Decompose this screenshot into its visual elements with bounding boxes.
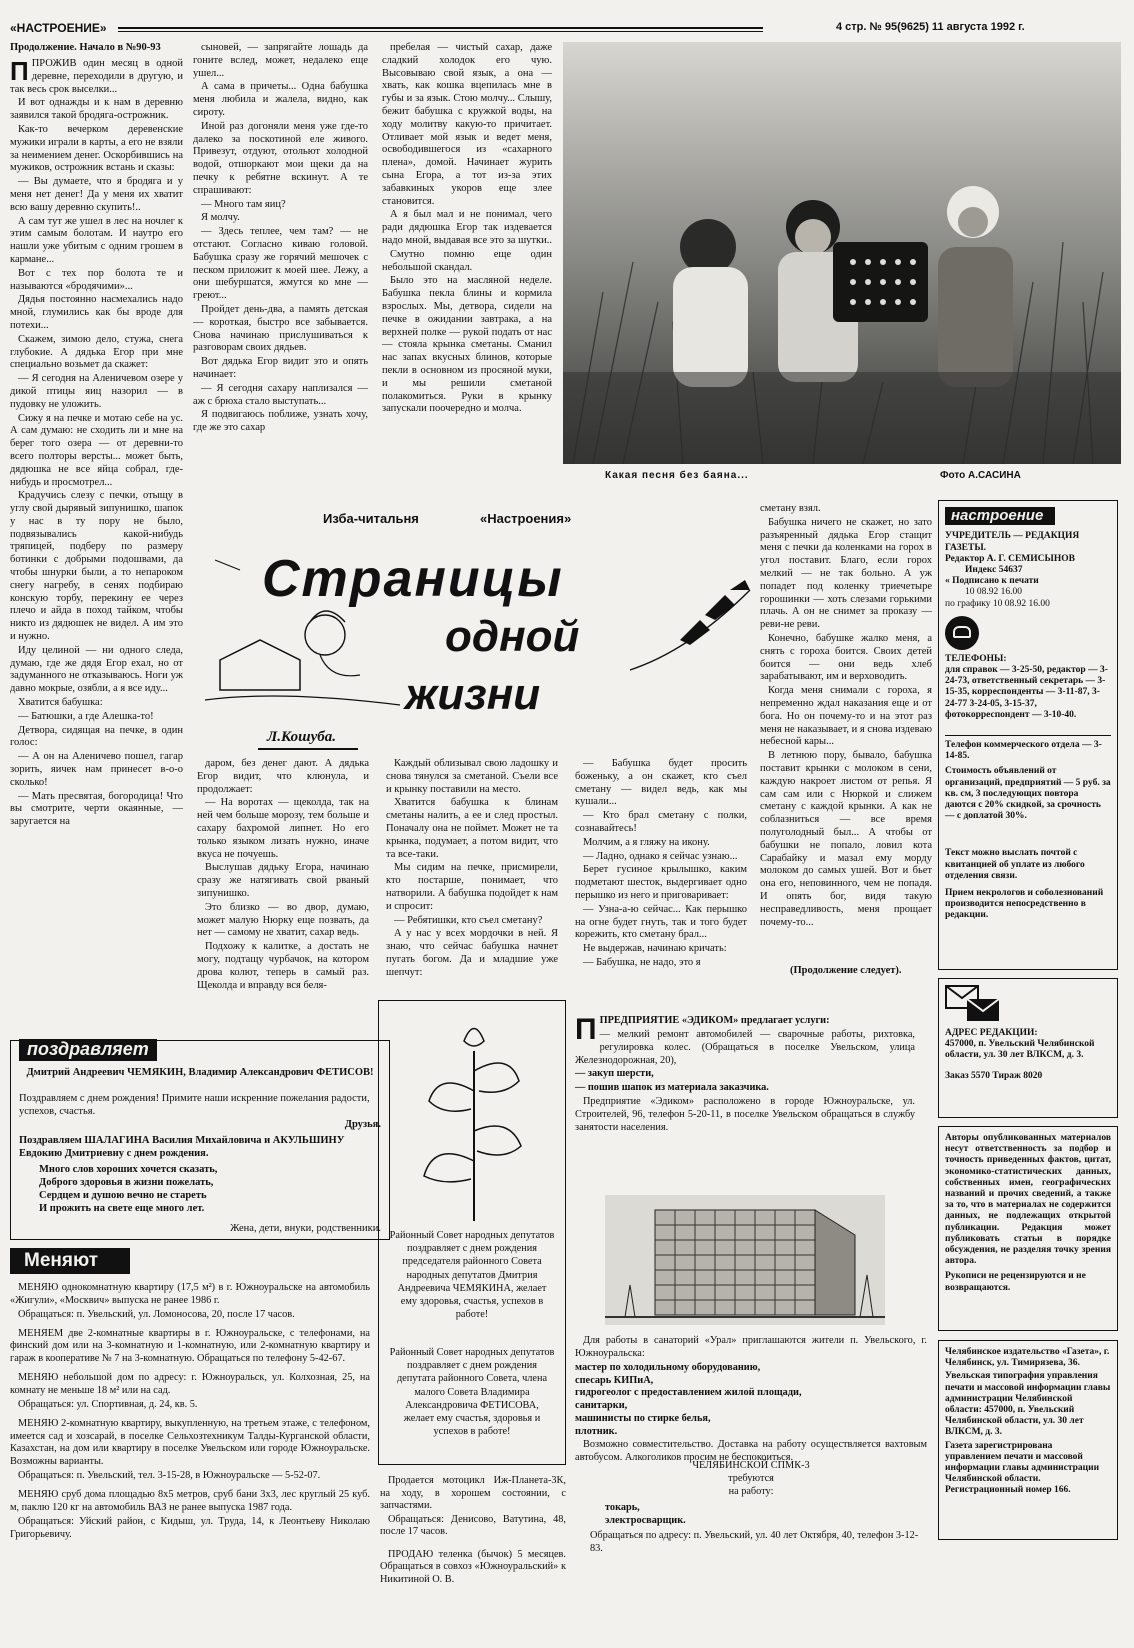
masthead: «НАСТРОЕНИЕ» [10, 21, 107, 35]
header-rule [118, 27, 763, 29]
rubric-right: «Настроения» [480, 511, 572, 526]
story-title-line-1: Страницы [262, 550, 564, 608]
council-greeting-1: Районный Совет народных депутатов поздравляет с днем рождения председателя районного Совета народных депутатов Дмитрия Андреевича ЧЕМЯКИНА, желает ему здоровья, счастья, успехов в работе! [389, 1230, 555, 1321]
story-lower-column-2: Каждый облизывал свою ладошку и снова тянулся за сметаной. Съели все и крынку поставили на место. Хватится бабушка к блинам сметаны налить, а ее и след простыл. Поначалу она не поймет. Может не та крынка, подумает, а потом видит, что та все-таки. Мы сидим на печке, присмирели, кто постарше, понимает, что натворили. А бабушка подойдет к нам и спросит: — Ребятишки, кто съел сметану? А у нас у всех мордочки в ней. Я знаю, что сейчас бабушка начнет пугать богом. Да и младшие уже шепчут: [386, 758, 558, 978]
title-wheat-illustration [620, 570, 760, 680]
story-column-2: сыновей, — запрягайте лошадь да гоните вслед, может, недалеко еще ушел... А сама в причеты... Одна бабушка меня любила и жалела, видно, как сироту. Иной раз догоняли меня уже где-то далеко за поскотиной еле живого. Привезут, отдуют, отольют холодной водой, отшоркают мои щеки да на печку к ребятне вскинут. А те спрашивают: — Много там яиц? Я молчу. — Здесь теплее, чем там? — не отстают. Согласно киваю головой. Бабушка сразу же горячий мешочек с песком приложит к моей шее. Лежу, а они шебуршатся, жмутся ко мне — греют... Пройдет день-два, а память детская — короткая, быстро все забывается. Снова начинаю прислушиваться к разговорам своих дядьев. Вот дядька Егор видит это и опять начинает: — Я сегодня сахару наплизался — аж с брюха стало выступать... Я подвигаюсь поближе, узнать хочу, где же это сахар [193, 42, 368, 434]
exchange-heading: Меняют [10, 1248, 130, 1274]
drop-cap: П [10, 56, 29, 86]
sale-ads: Продается мотоцикл Иж-Планета-3К, на ходу, в хорошем состоянии, с запчастями. Обращаться: Денисово, Ватутина, 48, после 17 часов. ПРОДАЮ теленка (бычок) 5 месяцев. Обращаться в совхоз «Южноуральский» к Никитиной О. В. [380, 1475, 566, 1585]
greeting-poem: Много слов хороших хочется сказать, Доброго здоровья в жизни пожелать, Сердцем и душою вечно не стареть И прожить на свете еще много лет. [39, 1164, 218, 1215]
rubric-left: Изба-читальня [323, 511, 419, 526]
authors-disclaimer-box [938, 1126, 1118, 1331]
photo-caption: Какая песня без баяна... [605, 470, 749, 481]
obituary-note: Прием некрологов и соболезнований производится непосредственно в редакции. [945, 887, 1104, 921]
header-rule-thin [118, 31, 763, 32]
story-right-column: сметану взял. Бабушка ничего не скажет, но зато разъяренный дядька Егор стащит меня с печки да коленками на горох в угол поставит. Благо, если горох мелкий — не так больно. А уж попадет под коленку триечетыре горошинки — хоть слезами горькими плачь. А он не снимет за проказу — реви-не реви. Конечно, бабушке жалко меня, а снять с гороха боится. Своих детей боится — они ведь хлеб зарабатывают, им и верховодить. Когда меня снимали с гороха, я непременно ждал наказания еще и от бога. Но он почему-то и на этот раз меня не наказывает, и я снова издеваю небесной кары... В летнюю пору, бывало, бабушка поставит крынки с молоком в сени, каждую накроет листом от репья. Я сам сам или с Нюркой и слижем сметану с каждой крынки. А как не соблазниться — все время полуголодный был... А чтобы от бабушки не попало, ловил кота Сарабайку и мазал ему морду молоком до самых ушей. Вот и бьет она его, неповинного, чем не попадя. И опять бог, видя такую несправедливость, меня прощает почему-то... [760, 503, 932, 928]
author-underline [258, 748, 358, 750]
continuation-note: Продолжение. Начало в №90-93 [10, 42, 161, 53]
building-image [605, 1195, 885, 1325]
commerce-phone: Телефон коммерческого отдела — 3-14-85. [945, 735, 1111, 762]
edikom-ad: ППРЕДПРИЯТИЕ «ЭДИКОМ» предлагает услуги: — мелкий ремонт автомобилей — сварочные работы, рихтовка, регулировка колес. (Обращаться в поселке Увельском, улица Железнодорожная, 20), — закуп шерсти, — пошив шапок из материала заказчика. Предприятие «Эдиком» расположено в городе Южноуральске, ул. Строителей, 96, телефон 5-20-11, в поселке Увельском обращаться в службу занятости населения. [575, 1013, 915, 1133]
to-be-continued: (Продолжение следует). [790, 965, 902, 976]
spmk-jobs: токарь, электросварщик. [605, 1502, 686, 1526]
phones-title: ТЕЛЕФОНЫ: [945, 653, 1007, 664]
story-lower-column-3: — Бабушка будет просить боженьку, а он скажет, кто съел сметану — видел ведь, как мы кушали... — Кто брал сметану с полки, сознавайтесь! Молчим, а я гляжу на икону. — Ладно, однако я сейчас узнаю... Берет гусиное крылышко, каким подметают шесток, выдергивает одно перышко из него и приговаривает: — Узна-а-ю сейчас... Как перышко на огне будет гнуть, так и того будет корежить, кто сметану брал... Не выдержав, начинаю кричать: — Бабушка, не надо, это я [575, 758, 747, 968]
greeting-2-names: Поздравляем ШАЛАГИНА Василия Михайловича и АКУЛЬШИНУ Евдокию Дмитриевну с днем рождения. [19, 1135, 345, 1159]
publisher-info-box [938, 1340, 1118, 1540]
envelope-icon [945, 985, 1001, 1023]
spmk-address: Обращаться по адресу: п. Увельский, ул. 40 лет Октября, 40, телефон 3-12-83. [590, 1530, 919, 1554]
editorial-info-box [938, 500, 1118, 970]
editorial-address-box [938, 978, 1118, 1118]
greeting-1-signature: Друзья. [344, 1119, 381, 1130]
greeting-1-text: Поздравляем с днем рождения! Примите наши искренние пожелания радости, успехов, счастья. [19, 1093, 370, 1117]
authors-disclaimer: Авторы опубликованных материалов несут ответственность за подбор и точность приведенных фактов, цитат, экономико-статистических данных, собственных имен, географических названий и прочих сведений, а также за то, что в материалах не содержится данных, не подлежащих открытой публикации. Редакция может публиковать статьи в порядке обсуждения, не разделяя точку зрения автора. [945, 1133, 1111, 1267]
council-greeting-2: Районный Совет народных депутатов поздравляет с днем рождения депутата районного Совета, члена малого Совета Владимира Александровича ФЕТИСОВА, желает ему счастья, здоровья и успехов в работе! [389, 1347, 555, 1438]
exchange-ads: МЕНЯЮ однокомнатную квартиру (17,5 м²) в г. Южноуральске на автомобиль «Жигули», «Москвич» выпуска не ранее 1986 г. Обращаться: п. Увельский, ул. Ломоносова, 20, после 17 часов. МЕНЯЕМ две 2-комнатные квартиры в г. Южноуральске, с телефонами, на финский дом или на 3-комнатную и 1-комнатную, или 2-комнатную квартиру и гараж в кооперативе № 7 на 3-комнатную. Обращаться по телефону 5-42-67. МЕНЯЮ небольшой дом по адресу: г. Южноуральск, ул. Колхозная, 25, на комнату не меньше 18 м² или на сад. Обращаться: ул. Спортивная, д. 24, кв. 5. МЕНЯЮ 2-комнатную квартиру, выкупленную, на третьем этаже, с телефоном, имеется сад и хозсарай, в поселке Сельхозтехникум Талды-Курганской области, Казахстан, на дом или квартиру в поселке Увельском или городе Южноуральске. Возможны варианты. Обращаться: п. Увельский, тел. 3-15-28, в Южноуральске — 5-52-07. МЕНЯЮ сруб дома площадью 8х5 метров, сруб бани 3х3, лес круглый 25 куб. м, паклю 120 кг на автомобиль ВАЗ не ранее выпуска 1987 года. Обращаться: Уйский район, с Кидыш, ул. Труда, 14, к Леонтьеву Николаю Григорьевичу. [10, 1282, 370, 1540]
order-circulation: Заказ 5570 Тираж 8020 [945, 1071, 1043, 1082]
story-title-line-2: одной [445, 612, 580, 661]
founder-line: УЧРЕДИТЕЛЬ — РЕДАКЦИЯ ГАЗЕТЫ. [945, 531, 1080, 553]
registration-line: Газета зарегистрирована управлением печати и массовой информации главы администрации Челябинской области. Регистрационный номер 166. [945, 1440, 1100, 1496]
story-column-3: пребелая — чистый сахар, даже сладкий холодок его чую. Высовываю свой язык, а она — хвать, как кошка вцепилась мне в губы и за язык. Стою молчу... Слышу, бежит бабушка с кружкой воды, на ходу молитву какую-то причитает. Отливает мой язык и ведет меня, освободившегося из «сахарного плена», домой. Начинает журить сына Егора, а тот из-за этих забавкиных укоров еще злее становится. А я был мал и не понимал, чего ради дядюшка Егор так издевается надо мной, выдавая все это за шутки.. Смутно помню еще один небольшой скандал. Было это на масляной неделе. Бабушка пекла блины и кормила взрослых. Мы, детвора, сидели на печке в ожидании завтрака, а на верхней полке — рукой подать от нас — стояла крынка сметаны. Сманил нас запах вкусных блинов, которые пекли в основном из просяной муки, и мы решили сметаной полакомиться. Руки в крынку запускали поочередно и молча. [382, 42, 552, 415]
flower-illustration [409, 1011, 539, 1221]
address-title: АДРЕС РЕДАКЦИИ: [945, 1027, 1038, 1038]
schedule-line-1: 10 08.92 16.00 [965, 587, 1022, 598]
story-lower-column-1: даром, без денег дают. А дядька Егор видит, что клюнула, и продолжает: — На воротах — щеколда, так на ней чем больше морозу, тем больше и сахару бахромой липнет. Но его только языком лизать нужно, иначе вкуса не почуешь. Выслушав дядьку Егора, начинаю сразу же натягивать свой рваный зипунишко. Это близко — во двор, думаю, может малую Нюрку еще позвать, да нет — самому не хватит, сахар ведь. Подхожу к калитке, а достать не могу, подтащу чурбачок, на котором дрова колют, теперь в самый раз. Щеколда и вправду вся беля- [197, 758, 369, 991]
greeting-1-names: Дмитрий Андреевич ЧЕМЯКИН, Владимир Александрович ФЕТИСОВ! [26, 1067, 374, 1078]
signed-line: « Подписано к печати [945, 576, 1039, 587]
telephone-icon [945, 616, 979, 650]
photo-image [563, 42, 1121, 464]
spmk-ad-header: ЧЕЛЯБИНСКОЙ СПМК-3 требуются на работу: [692, 1460, 810, 1497]
typography-line: Увельская типография управления печати и массовой информации главы администрации Челябинской области: 457000, п. Увельский Челябинской области, ул. 30 лет ВЛКСМ, д. 3. [945, 1371, 1111, 1438]
publisher-line: Челябинское издательство «Газета», г. Челябинск, ул. Тимирязева, 36. [945, 1347, 1110, 1369]
ad-prices: Стоимость объявлений от организаций, предприятий — 5 руб. за кв. см, 3 последующих повтора даются с 20% скидкой, за срочность — с доплатой 30%. [945, 766, 1111, 822]
phones-list: для справок — 3-25-50, редактор — 3-24-73, ответственный секретарь — 3-15-35, корреспонденты — 3-11-87, 3-24-77 3-24-05, 3-15-37, фотокорреспондент — 3-10-40. [945, 664, 1108, 720]
photo-credit: Фото А.САСИНА [940, 470, 1021, 481]
greeting-2-signature: Жена, дети, внуки, родственники. [230, 1223, 381, 1234]
greetings-box [10, 1040, 390, 1240]
story-author: Л.Кошуба. [267, 729, 337, 745]
ural-sanatorium-ad: Для работы в санаторий «Урал» приглашаются жители п. Увельского, г. Южноуральска: мастер по холодильному оборудованию, спесарь КИПиА, гидрогеолог с предоставлением жилой площади, санитарки, машинисты по стирке белья, плотник. Возможно совместительство. Доставка на работу осуществляется вахтовым автобусом. Алкоголиков просим не беспокоиться. [575, 1335, 927, 1463]
masthead-logo: настроение [945, 507, 1055, 525]
council-greeting-box [378, 1000, 566, 1465]
story-column-1: ППРОЖИВ один месяц в одной деревне, переходили в другую, и так весь срок выселки... И вот однажды и к нам в деревню заявился такой бродяга-острожник. Как-то вечерком деревенские мужики играли в карты, а его не взяли за неимением денег. Оскорбившись на мужиков, острожник встань и сказы: — Вы думаете, что я бродяга и у меня нет денег! Да у меня их хватит всю вашу деревню скупить!.. А сам тут же ушел в лес на ночлег к этим самым болотам. И наутро его нашли уже убитым с одним грошем в кармане... Вот с тех пор болота те и называются «бродячими»... Дядья постоянно насмехались надо мной, глумились как бы вроде для потехи... Скажем, зимою дело, стужа, снега глубокие. А дядька Егор при мне специально возьмет да скажет: — Я сегодня на Аленичевом озере у дикой птицы яиц назорил — в пудовку не уложить. Сижу я на печке и мотаю себе на ус. А сам думаю: не сходить ли и мне на берег того озера — от деревни-то всего полторы версты... может быть, дядюшка не все яйца собрал, где-нибудь и просмотрел... Крадучись слезу с печки, отыщу в углу свой дырявый зипунишко, шапок у нас в ту пору не было, подвязывались какой-нибудь тряпицей, подберу по размеру ботинки с добрыми подошвами, да чтобы шнурки были, а то непароком снегу нагребу, в сенях подбираю конскую торбу, перекину ее через плечо и айда в поход тайком, чтобы никто из дядюшек не видел. А им это и нужно. Иду целиной — ни одного следа, думаю, где же дядя Егор ехал, но от задуманного не отказываюсь. Ноги уж давно мокрые, озябли, а я все иду... Хватится бабушка: — Батюшки, а где Алешка-то! Детвора, сидящая на печке, в один голос: — А он на Аленичево пошел, гагар зорить, яичек нам принесет в-о-о сколько! — Мать пресвятая, богородица! Что вы смотрите, черти окаянные, — заругается на [10, 56, 183, 828]
schedule-line-2: по графику 10 08.92 16.00 [945, 598, 1050, 609]
manuscripts-note: Рукописи не рецензируются и не возвращаются. [945, 1271, 1086, 1293]
address-text: 457000, п. Увельский Челябинской области, ул. 30 лет ВЛКСМ, д. 3. [945, 1039, 1095, 1061]
sanatorium-building-photo [605, 1195, 885, 1325]
accordion-children-photo [563, 42, 1121, 464]
issue-info: 4 стр. № 95(9625) 11 августа 1992 г. [836, 21, 1025, 33]
greetings-heading: поздравляет [19, 1039, 157, 1061]
send-text-note: Текст можно выслать почтой с квитанцией об уплате из любого отделения связи. [945, 848, 1085, 881]
editor-line: Редактор А. Г. СЕМИСЫНОВ [945, 553, 1075, 564]
index-line: Индекс 54637 [965, 564, 1023, 575]
story-title-line-3: жизни [405, 670, 541, 719]
